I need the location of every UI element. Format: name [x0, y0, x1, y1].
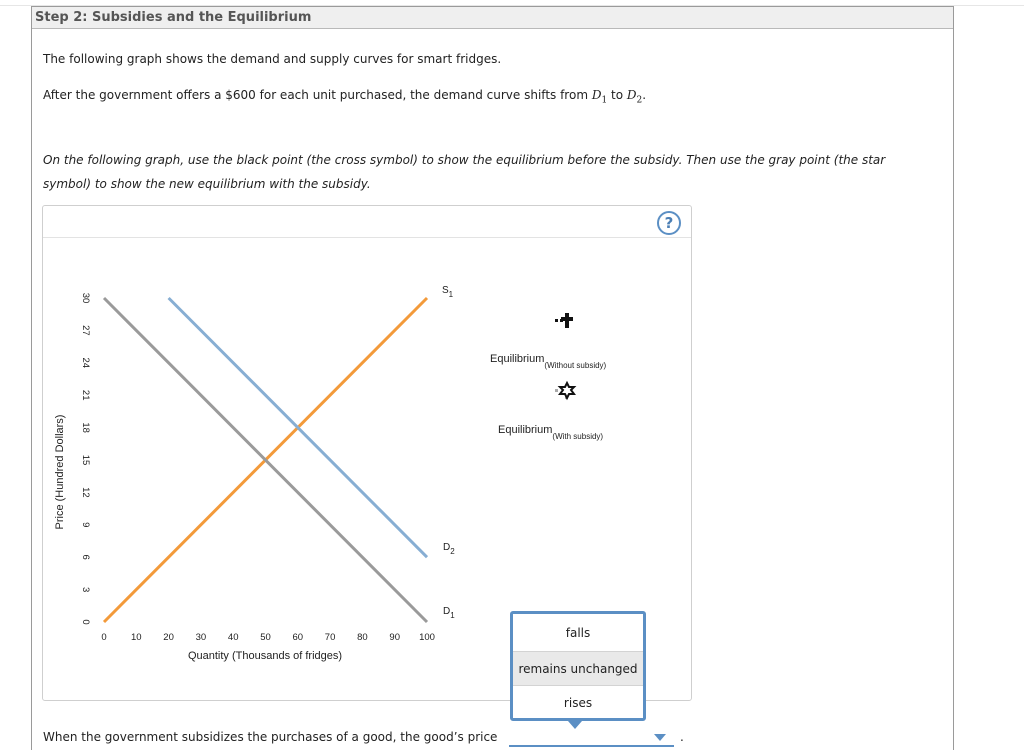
step-title: Step 2: Subsidies and the Equilibrium: [35, 10, 312, 25]
curve-labels: [442, 285, 455, 620]
y-axis-ticks: [80, 293, 91, 625]
x-tick-label: 100: [419, 632, 435, 643]
question-end: .: [680, 730, 684, 744]
step-header: [32, 7, 953, 29]
curve-label-d1: $D_1$: [443, 606, 455, 620]
intro-line-2-prefix: After the government offers a $600 for each unit purchased, the demand curve shifts from: [43, 88, 592, 102]
intro-line-1: The following graph shows the demand and supply curves for smart fridges.: [43, 52, 502, 66]
y-tick-label: 21: [80, 389, 91, 401]
d1-symbol: $D_1$: [591, 88, 608, 106]
help-button[interactable]: ?: [657, 211, 681, 235]
y-tick-label: 9: [80, 522, 91, 528]
d2-symbol: $D_2$: [626, 88, 643, 106]
curve-label-d2: $D_2$: [443, 542, 455, 556]
option-rises[interactable]: rises: [563, 696, 593, 710]
legend-after-label: Equilibrium$_{(With subsidy)}$: [498, 424, 604, 441]
star-icon: [560, 383, 574, 398]
y-tick-label: 30: [80, 292, 91, 304]
x-axis-title: Quantity (Thousands of fridges): [187, 650, 343, 662]
x-tick-label: 70: [324, 632, 336, 643]
option-remains-unchanged[interactable]: remains unchanged: [513, 651, 643, 686]
x-tick-label: 90: [389, 632, 400, 643]
star-point-tool[interactable]: [555, 383, 574, 399]
to-word: to: [607, 88, 627, 102]
cross-point-tool[interactable]: [555, 313, 573, 328]
x-axis-ticks: [101, 632, 435, 643]
y-tick-label: 15: [80, 454, 91, 466]
curves: [104, 298, 427, 622]
option-falls[interactable]: falls: [565, 626, 591, 640]
intro-line-2: [43, 88, 646, 105]
intro-line-2-suffix: .: [642, 88, 647, 102]
question-text: When the government subsidizes the purchases of a good, the good’s price: [43, 730, 498, 744]
x-tick-label: 20: [163, 632, 174, 643]
y-tick-label: 18: [80, 422, 91, 433]
select-arrow-icon[interactable]: [654, 734, 666, 741]
dropdown-caret-icon: [568, 721, 582, 729]
y-tick-label: 27: [80, 325, 91, 336]
x-tick-label: 80: [357, 632, 368, 643]
y-tick-label: 24: [80, 357, 91, 369]
legend-before-label: Equilibrium$_{(Without subsidy)}$: [490, 353, 607, 370]
y-tick-label: 6: [80, 554, 91, 560]
x-tick-label: 0: [101, 632, 107, 643]
y-axis-title: Price (Hundred Dollars): [54, 414, 66, 530]
y-tick-label: 12: [80, 487, 91, 498]
price-select[interactable]: [509, 745, 674, 747]
y-tick-label: 3: [80, 586, 91, 593]
x-tick-label: 30: [195, 632, 207, 643]
cross-icon: [561, 313, 573, 328]
x-tick-label: 60: [292, 632, 304, 643]
x-tick-label: 40: [227, 632, 239, 643]
x-tick-label: 50: [260, 632, 271, 643]
curve-label-s1: $S_1$: [442, 285, 454, 299]
x-tick-label: 10: [131, 632, 142, 643]
y-tick-label: 0: [80, 619, 91, 625]
price-dropdown-menu[interactable]: [510, 611, 646, 721]
graph-instructions: On the following graph, use the black point (the cross symbol) to show the equilibrium before the subsidy. Then use the gray point (the star symbol) to show the new equilibrium with the subsidy.: [43, 153, 886, 191]
